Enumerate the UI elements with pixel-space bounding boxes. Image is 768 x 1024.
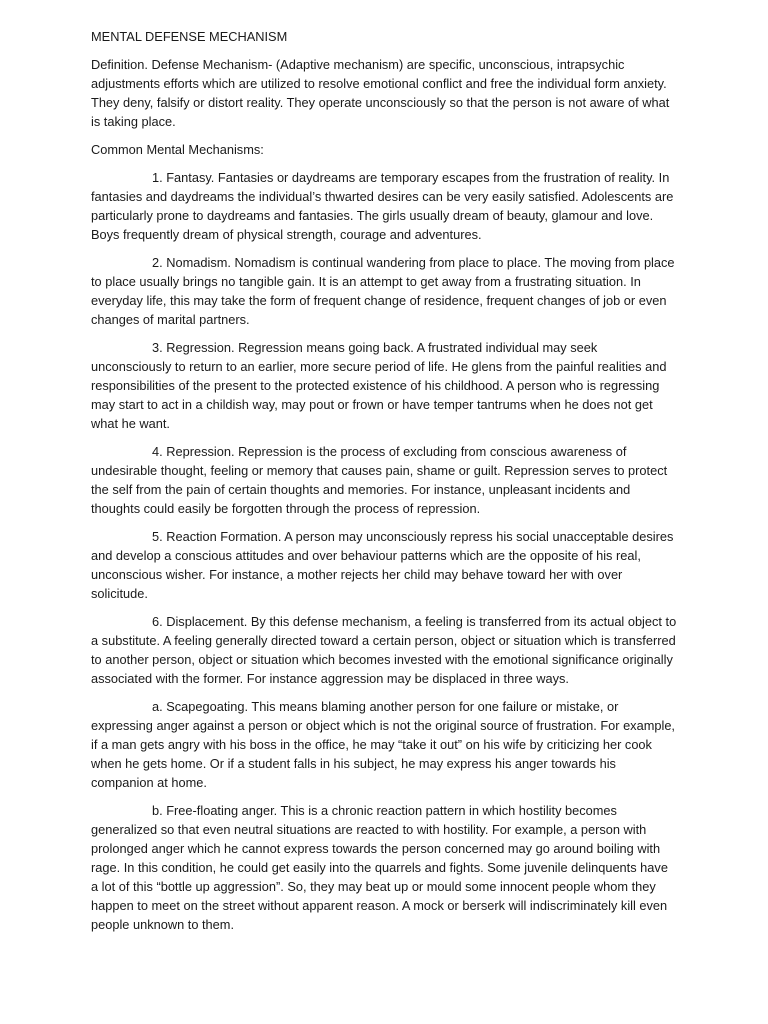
item-repression: 4. Repression. Repression is the process of excluding from conscious awareness of undesirable thought, feeling or memory that causes pain, shame or guilt. Repression serves to protect the self from the pain of certain thoughts and memories. For instance, unpleasant incidents and thoughts could easily be forgotten through the process of repression. — [91, 444, 668, 516]
item-fantasy: 1. Fantasy. Fantasies or daydreams are temporary escapes from the frustration of reality. In fantasies and daydreams the individual’s thwarted desires can be very easily satisfied. Adolescents are particularly prone to daydreams and fantasies. The girls usually dream of beauty, glamour and love. Boys frequently dream of physical strength, courage and adventures. — [91, 170, 674, 242]
section-heading: Common Mental Mechanisms: — [91, 142, 264, 157]
item-nomadism: 2. Nomadism. Nomadism is continual wandering from place to place. The moving from place to place usually brings no tangible gain. It is an attempt to get away from a frustrating situation. In everyday life, this may take the form of frequent change of residence, frequent changes of job or even changes of marital partners. — [91, 255, 675, 327]
definition-paragraph: Definition. Defense Mechanism- (Adaptive mechanism) are specific, unconscious, intrapsychic adjustments efforts which are utilized to resolve emotional conflict and free the individual form anxiety. They deny, falsify or distort reality. They operate unconsciously so that the person is not aware of what is taking place. — [91, 57, 670, 129]
item-displacement: 6. Displacement. By this defense mechanism, a feeling is transferred from its actual object to a substitute. A feeling generally directed toward a certain person, object or situation which is transferred to another person, object or situation which becomes invested with the emotional significance originally associated with the former. For instance aggression may be displaced in three ways. — [91, 614, 677, 686]
document-title: MENTAL DEFENSE MECHANISM — [91, 29, 288, 44]
item-reaction-formation: 5. Reaction Formation. A person may unconsciously repress his social unacceptable desires and develop a conscious attitudes and over behaviour patterns which are the opposite of his real, unconscious wisher. For instance, a mother rejects her child may behave toward her with over solicitude. — [91, 529, 674, 601]
item-free-floating-anger: b. Free-floating anger. This is a chronic reaction pattern in which hostility becomes generalized so that even neutral situations are reacted to with hostility. For example, a person with prolonged anger which he cannot express towards the person concerned may go around boiling with rage. In this condition, he could get easily into the quarrels and fights. Some juvenile delinquents have a lot of this “bottle up aggression”. So, they may beat up or mould some innocent people whom they happen to meet on the street without apparent reason. A mock or berserk will indiscriminately kill even people unknown to them. — [91, 803, 668, 932]
item-scapegoating: a. Scapegoating. This means blaming another person for one failure or mistake, or expressing anger against a person or object which is not the original source of frustration. For example, if a man gets angry with his boss in the office, he may “take it out” on his wife by criticizing her cook when he gets home. Or if a student falls in his subject, he may express his anger towards his companion at home. — [91, 699, 675, 790]
item-regression: 3. Regression. Regression means going back. A frustrated individual may seek unconsciously to return to an earlier, more secure period of life. He glens from the painful realities and responsibilities of the present to the protected existence of his childhood. A person who is regressing may start to act in a childish way, may pout or frown or have temper tantrums when he does not get what he want. — [91, 340, 667, 431]
document-page — [91, 27, 678, 943]
